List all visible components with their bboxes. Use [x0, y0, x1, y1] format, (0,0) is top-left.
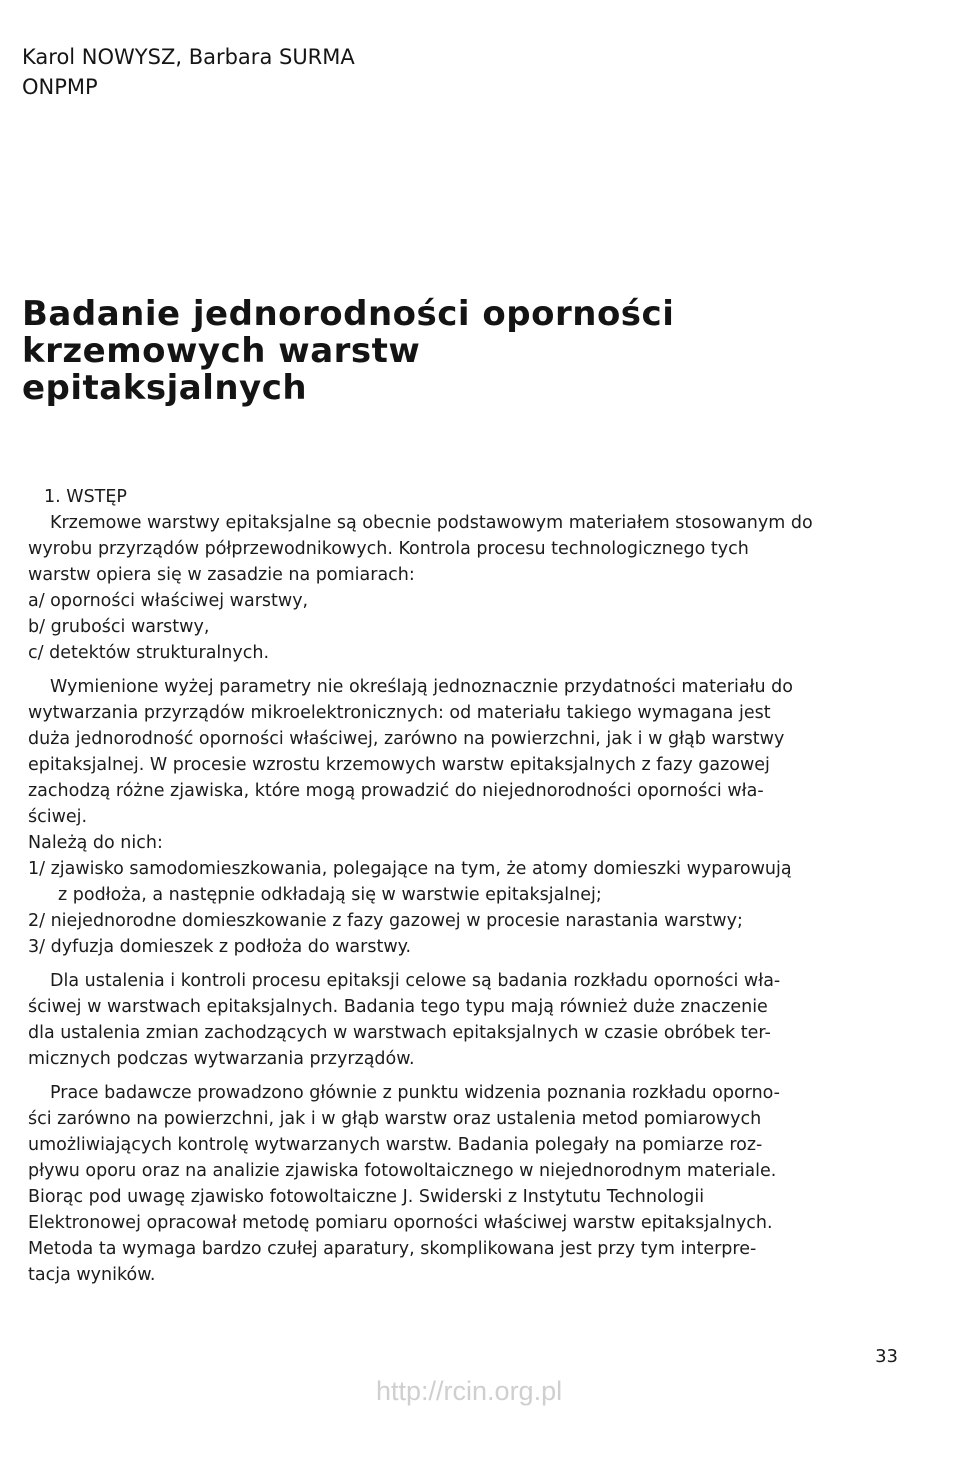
text-line: tacja wyników.: [28, 1265, 156, 1285]
body-text: [28, 484, 908, 1288]
text-line: Elektronowej opracował metodę pomiaru oporności właściwej warstw epitaksjalnych.: [28, 1213, 773, 1233]
text-line: wytwarzania przyrządów mikroelektronicznych: od materiału takiego wymagana jest: [28, 703, 771, 723]
text-line: pływu oporu oraz na analizie zjawiska fotowoltaicznego w niejednorodnym materiale.: [28, 1161, 777, 1181]
text-line: wyrobu przyrządów półprzewodnikowych. Kontrola procesu technologicznego tych: [28, 539, 749, 559]
title-line-2: krzemowych warstw: [22, 331, 421, 371]
text-line: ściwej.: [28, 807, 88, 827]
text-line: z podłoża, a następnie odkładają się w warstwie epitaksjalnej;: [58, 885, 602, 905]
text-line: 2/ niejednorodne domieszkowanie z fazy gazowej w procesie narastania warstwy;: [28, 911, 743, 931]
text-line: duża jednorodność oporności właściwej, zarówno na powierzchni, jak i w głąb warstwy: [28, 729, 785, 749]
text-line: micznych podczas wytwarzania przyrządów.: [28, 1049, 415, 1069]
text-line: epitaksjalnej. W procesie wzrostu krzemowych warstw epitaksjalnych z fazy gazowej: [28, 755, 770, 775]
page-number: 33: [875, 1346, 898, 1367]
text-line: Dla ustalenia i kontroli procesu epitaksji celowe są badania rozkładu oporności wła-: [50, 971, 781, 991]
paper-title: [22, 296, 922, 407]
title-line-3: epitaksjalnych: [22, 368, 308, 408]
text-line: warstw opiera się w zasadzie na pomiarach:: [28, 565, 415, 585]
text-line: c/ detektów strukturalnych.: [28, 643, 270, 663]
text-line: Krzemowe warstwy epitaksjalne są obecnie podstawowym materiałem stosowanym do: [50, 513, 813, 533]
text-line: zachodzą różne zjawiska, które mogą prowadzić do niejednorodności oporności wła-: [28, 781, 764, 801]
paragraph-gap: [28, 960, 908, 968]
author-block: [22, 42, 355, 102]
text-line: Metoda ta wymaga bardzo czułej aparatury, skomplikowana jest przy tym interpre-: [28, 1239, 757, 1259]
author-affiliation: ONPMP: [22, 75, 98, 99]
paragraph-gap: [28, 1072, 908, 1080]
text-line: ściwej w warstwach epitaksjalnych. Badania tego typu mają również duże znaczenie: [28, 997, 768, 1017]
text-line: a/ oporności właściwej warstwy,: [28, 591, 309, 611]
title-line-1: Badanie jednorodności oporności: [22, 294, 675, 334]
text-line: 1/ zjawisko samodomieszkowania, polegające na tym, że atomy domieszki wyparowują: [28, 859, 792, 879]
text-line: b/ grubości warstwy,: [28, 617, 210, 637]
paragraph-gap: [28, 666, 908, 674]
text-line: Należą do nich:: [28, 833, 163, 853]
text-line: Prace badawcze prowadzono głównie z punktu widzenia poznania rozkładu oporno-: [50, 1083, 781, 1103]
section-heading: 1. WSTĘP: [44, 487, 127, 507]
text-line: 3/ dyfuzja domieszek z podłoża do warstwy.: [28, 937, 412, 957]
author-names: Karol NOWYSZ, Barbara SURMA: [22, 45, 355, 69]
text-line: dla ustalenia zmian zachodzących w warstwach epitaksjalnych w czasie obróbek ter-: [28, 1023, 771, 1043]
text-line: Wymienione wyżej parametry nie określają jednoznacznie przydatności materiału do: [50, 677, 793, 697]
text-line: Biorąc pod uwagę zjawisko fotowoltaiczne J. Swiderski z Instytutu Technologii: [28, 1187, 705, 1207]
text-line: umożliwiających kontrolę wytwarzanych warstw. Badania polegały na pomiarze roz-: [28, 1135, 763, 1155]
text-line: ści zarówno na powierzchni, jak i w głąb warstw oraz ustalenia metod pomiarowych: [28, 1109, 762, 1129]
watermark-url: http://rcin.org.pl: [376, 1376, 563, 1406]
